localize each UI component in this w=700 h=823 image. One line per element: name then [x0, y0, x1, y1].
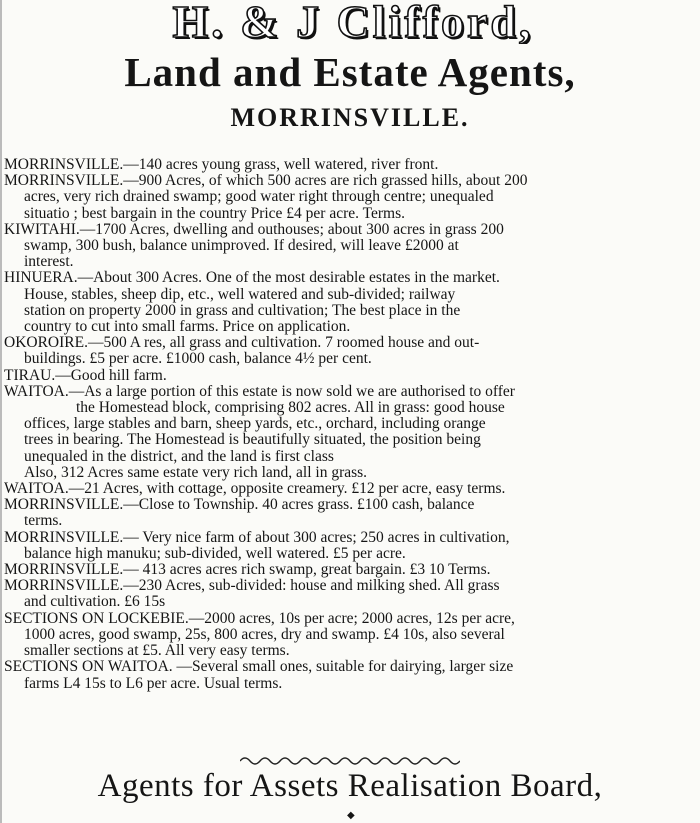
listing-line: MORRINSVILLE.—230 Acres, sub-divided: house and milking shed. All grass — [4, 578, 500, 595]
listing-line: farms L4 15s to L6 per acre. Usual terms. — [24, 675, 283, 692]
listing-line: buildings. £5 per acre. £1000 cash, balance 4½ per cent. — [24, 351, 372, 368]
firm-name: H. & J Clifford, — [172, 0, 534, 44]
listing-line: Also, 312 Acres same estate very rich land, all in grass. — [24, 464, 368, 481]
town-heading: MORRINSVILLE. — [230, 103, 470, 132]
listing-entry — [4, 611, 694, 660]
listing-line: acres, very rich drained swamp; good water right through centre; unequaled — [24, 189, 494, 206]
fleuron-ornament: ◆ — [347, 810, 355, 821]
listing-line: trees in bearing. The Homestead is beautifully situated, the position being — [24, 432, 481, 449]
listing-line: MORRINSVILLE.— Very nice farm of about 300 acres; 250 acres in cultivation, — [4, 529, 510, 546]
listing-line: the Homestead block, comprising 802 acres. All in grass: good house — [76, 400, 505, 417]
listing-line: SECTIONS ON LOCKEBIE.—2000 acres, 10s per acre; 2000 acres, 12s per acre, — [4, 610, 515, 627]
listing-line: swamp, 300 bush, balance unimproved. If desired, will leave £2000 at — [24, 238, 459, 255]
listing-line: unequaled in the district, and the land is first class — [24, 448, 334, 465]
listing-line: 1000 acres, good swamp, 25s, 800 acres, dry and swamp. £4 10s, also several — [24, 626, 505, 643]
listing-line: WAITOA.—21 Acres, with cottage, opposite creamery. £12 per acre, easy terms. — [4, 481, 506, 498]
listing-entry — [4, 578, 694, 610]
listing-entry — [4, 335, 694, 367]
listing-line: MORRINSVILLE.—Close to Township. 40 acres grass. £100 cash, balance — [4, 497, 475, 514]
listing-line: balance high manuku; sub-divided, well watered. £5 per acre. — [24, 545, 406, 562]
property-listings — [4, 157, 694, 692]
listing-line: MORRINSVILLE.—900 Acres, of which 500 acres are rich grassed hills, about 200 — [4, 173, 528, 190]
listing-entry — [4, 157, 694, 173]
listing-line: MORRINSVILLE.—140 acres young grass, well watered, river front. — [4, 157, 439, 173]
listing-line: smaller sections at £5. All very easy terms. — [24, 643, 290, 660]
listing-entry — [4, 384, 694, 481]
listing-entry — [4, 481, 694, 497]
listing-line: offices, large stables and barn, sheep yards, etc., orchard, including orange — [24, 416, 486, 433]
listing-line: SECTIONS ON WAITOA. —Several small ones, suitable for dairying, larger size — [4, 659, 514, 676]
listing-entry — [4, 270, 694, 335]
listing-entry — [4, 530, 694, 562]
listing-line: station on property 2000 in grass and cultivation; The best place in the — [24, 302, 461, 319]
listing-line: country to cut into small farms. Price on application. — [24, 319, 351, 336]
listing-line: terms. — [24, 513, 63, 530]
listing-line: interest. — [24, 254, 74, 271]
listing-line: MORRINSVILLE.— 413 acres acres rich swamp, great bargain. £3 10 Terms. — [4, 562, 491, 579]
listing-entry — [4, 368, 694, 384]
listing-entry — [4, 659, 694, 691]
listing-line: House, stables, sheep dip, etc., well watered and sub-divided; railway — [24, 286, 456, 303]
listing-entry — [4, 562, 694, 578]
listing-entry — [4, 497, 694, 529]
listing-line: and cultivation. £6 15s — [24, 594, 166, 611]
listing-entry — [4, 222, 694, 271]
listing-entry — [4, 173, 694, 222]
advertisement-title: Land and Estate Agents, — [124, 49, 576, 95]
listing-line: WAITOA.—As a large portion of this estate is now sold we are authorised to offer — [4, 383, 515, 400]
listing-line: TIRAU.—Good hill farm. — [4, 367, 167, 384]
footer-agents-line: Agents for Assets Realisation Board, — [97, 768, 603, 804]
listing-line: situatio ; best bargain in the country Price £4 per acre. Terms. — [24, 205, 405, 222]
listing-line: HINUERA.—About 300 Acres. One of the most desirable estates in the market. — [4, 270, 500, 287]
listing-line: OKOROIRE.—500 A res, all grass and cultivation. 7 roomed house and out- — [4, 335, 480, 352]
listing-line: KIWITAHI.—1700 Acres, dwelling and outhouses; about 300 acres in grass 200 — [4, 221, 504, 238]
